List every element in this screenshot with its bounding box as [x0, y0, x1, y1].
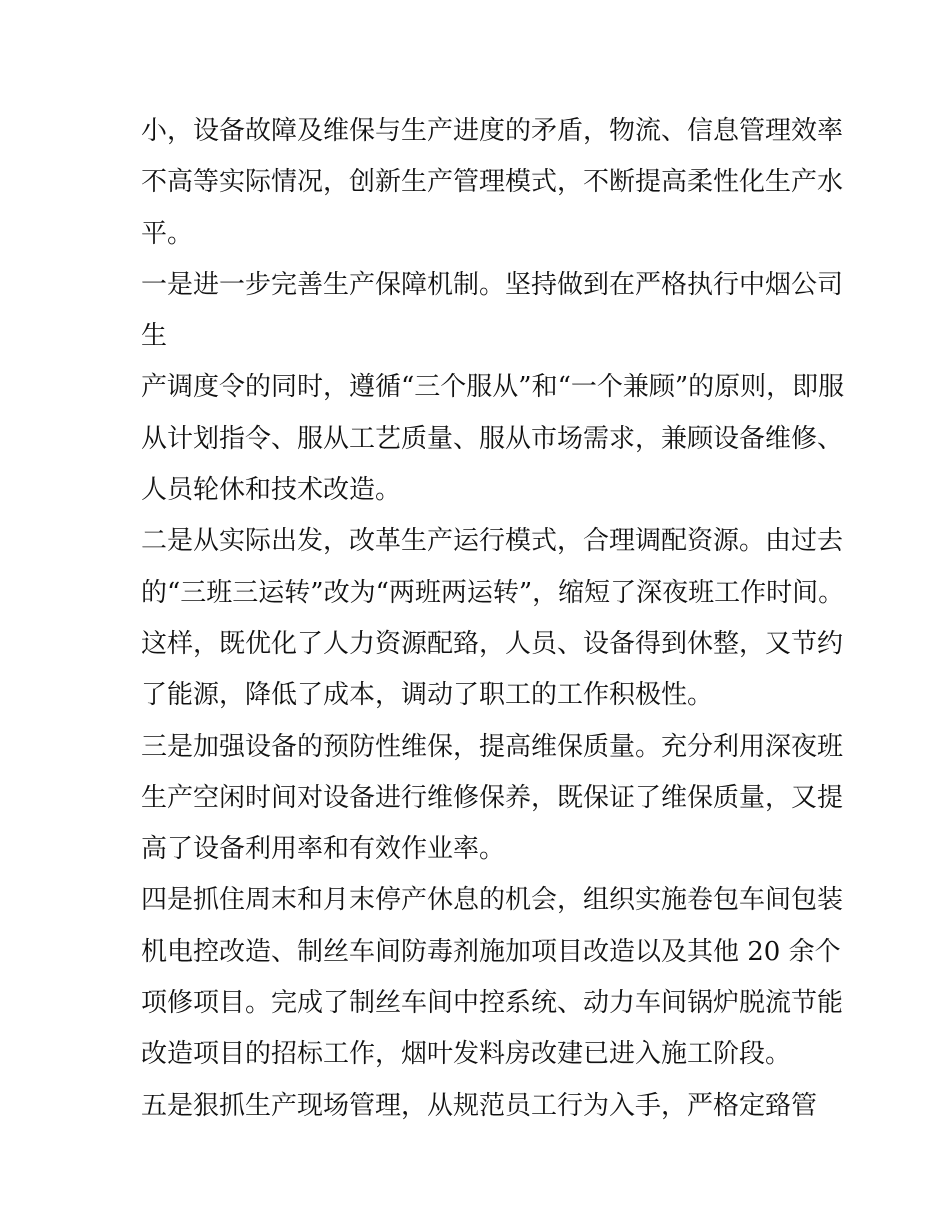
text-line: 高了设备利用率和有效作业率。 [141, 834, 506, 865]
text-line: 这样，既优化了人力资源配臵，人员、设备得到休整，又节约 [141, 628, 844, 659]
text-line: 小，设备故障及维保与生产进度的矛盾，物流、信息管理效率 [141, 116, 844, 146]
text-line: 生 [141, 321, 168, 352]
body-text [141, 107, 845, 1133]
text-line: 四是抓住周末和月末停产休息的机会，组织实施卷包车间包装 [141, 885, 844, 916]
text-line: 一是进一步完善生产保障机制。坚持做到在严格执行中烟公司 [141, 269, 844, 300]
text-line: 三是加强设备的预防性维保，提高维保质量。充分利用深夜班 [141, 731, 844, 762]
text-line: 平。 [141, 218, 194, 249]
text-line: 五是狠抓生产现场管理，从规范员工行为入手，严格定臵管 [141, 1090, 818, 1121]
text-line: 从计划指令、服从工艺质量、服从市场需求，兼顾设备维修、 [141, 423, 844, 454]
text-line: 机电控改造、制丝车间防毒剂施加项目改造以及其他 20 余个 [141, 936, 841, 967]
text-line: 的“三班三运转”改为“两班两运转”，缩短了深夜班工作时间。 [141, 577, 845, 608]
text-line: 了能源，降低了成本，调动了职工的工作积极性。 [141, 680, 714, 711]
text-line: 二是从实际出发，改革生产运行模式，合理调配资源。由过去 [141, 526, 844, 557]
text-line: 人员轮休和技术改造。 [141, 475, 402, 506]
text-line: 生产空闲时间对设备进行维修保养，既保证了维保质量，又提 [141, 782, 844, 813]
text-line: 改造项目的招标工作，烟叶发料房改建已进入施工阶段。 [141, 1039, 792, 1070]
text-line: 不高等实际情况，创新生产管理模式，不断提高柔性化生产水 [141, 167, 844, 198]
text-line: 产调度令的同时，遵循“三个服从”和“一个兼顾”的原则，即服 [141, 372, 845, 403]
text-line: 项修项目。完成了制丝车间中控系统、动力车间锅炉脱流节能 [141, 988, 844, 1019]
